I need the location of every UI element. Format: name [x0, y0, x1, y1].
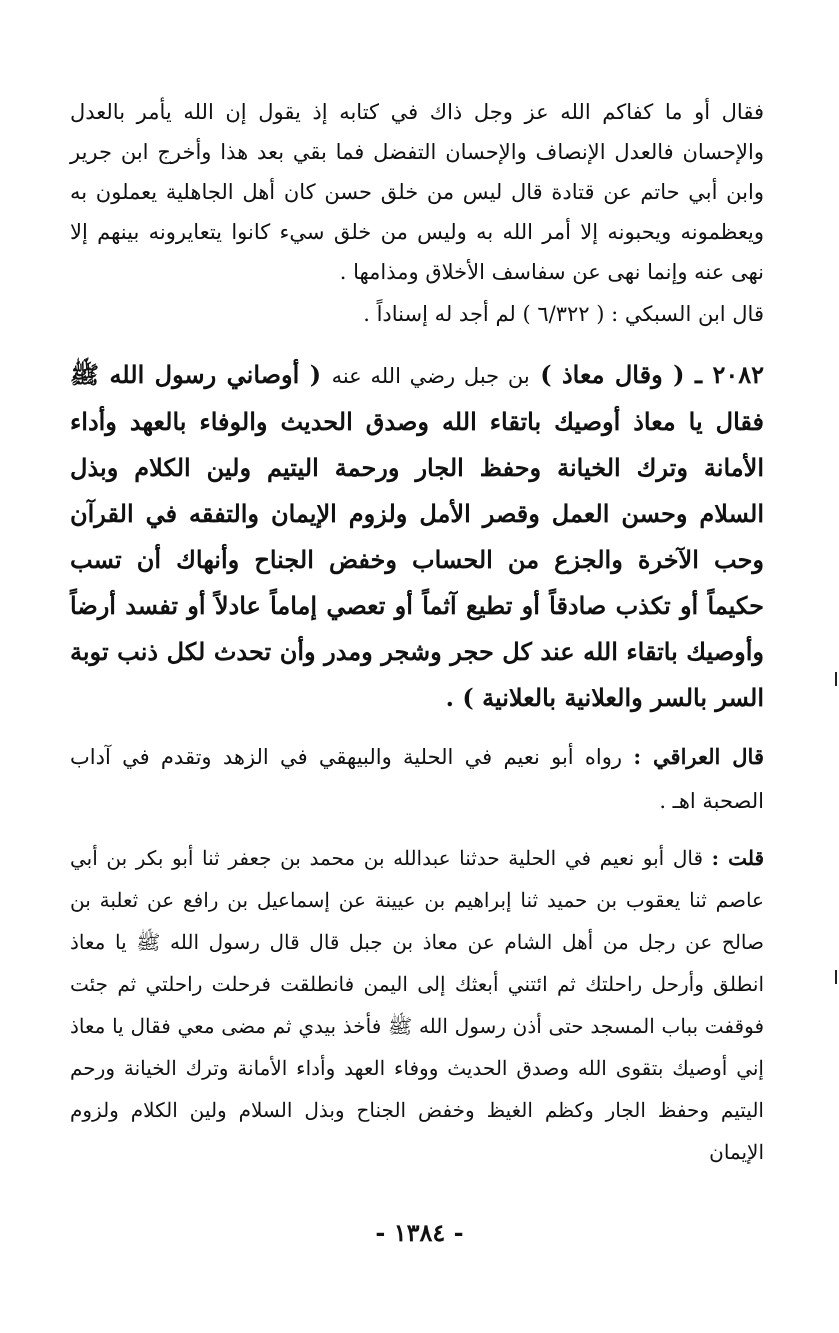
page-body [70, 92, 764, 1173]
iraqi-note [70, 735, 764, 823]
opening-paragraph: فقال أو ما كفاكم الله عز وجل ذاك في كتابه إذ يقول إن الله يأمر بالعدل والإحسان فالعدل الإنصاف والإحسان التفضل فما بقي بعد هذا وأخرج ابن جرير وابن أبي حاتم عن قتادة قال ليس من خلق حسن كان أهل الجاهلية يعملون به ويعظمونه ويحبونه إلا أمر الله به وليس من خلق سيء كانوا يتعايرونه بينهم إلا نهى عنه وإنما نهى عن سفاسف الأخلاق ومذامها . [70, 100, 764, 284]
subki-note: قال ابن السبكي : ( ٦/٣٢٢ ) لم أجد له إسناداً . [363, 302, 764, 326]
qultu-text: قال أبو نعيم في الحلية حدثنا عبدالله بن محمد بن جعفر ثنا أبو بكر بن أبي عاصم ثنا يعقوب بن حميد ثنا إبراهيم بن عيينة عن إسماعيل بن رافع عن ثعلبة بن صالح عن رجل من أهل الشام عن معاذ بن جبل قال قال رسول الله ﷺ يا معاذ انطلق وأرحل راحلتك ثم ائتني أبعثك إلى اليمن فانطلقت فرحلت راحلتي ثم جئت فوقفت بباب المسجد حتى أذن رسول الله ﷺ فأخذ بيدي ثم مضى معي فقال يا معاذ إني أوصيك بتقوى الله وصدق الحديث ووفاء العهد وأداء الأمانة وترك الخيانة ورحم اليتيم وحفظ الجار وكظم الغيظ وخفض الجناح وبذل السلام ولين الكلام ولزوم الإيمان [70, 846, 765, 1164]
hadith-narrator: ( وقال معاذ ) [540, 360, 685, 389]
hadith-2082 [70, 352, 764, 721]
hadith-number: ٢٠٨٢ ـ [694, 360, 764, 389]
qultu-paragraph [70, 837, 764, 1173]
iraqi-label: قال العراقي : [633, 744, 764, 769]
margin-mark [835, 672, 837, 686]
hadith-text: ( أوصاني رسول الله ﷺ فقال يا معاذ أوصيك باتقاء الله وصدق الحديث والوفاء بالعهد وأداء الأمانة وترك الخيانة وحفظ الجار ورحمة اليتيم ولين الكلام وبذل السلام وحسن العمل وقصر الأمل ولزوم الإيمان والتفقه في القرآن وحب الآخرة والجزع من الحساب وخفض الجناح وأنهاك أن تسب حكيماً أو تكذب صادقاً أو تطيع آثماً أو تعصي إماماً عادلاً أو تفسد أرضاً وأوصيك باتقاء الله عند كل حجر وشجر ومدر وأن تحدث لكل ذنب توبة السر بالسر والعلانية بالعلانية ) . [70, 360, 764, 712]
page-number: - ١٣٨٤ - [375, 1218, 464, 1247]
iraqi-text: رواه أبو نعيم في الحلية والبيهقي في الزهد وتقدم في آداب الصحبة اهـ . [70, 745, 764, 813]
qultu-label: قلت : [711, 846, 765, 870]
margin-mark [835, 970, 837, 984]
hadith-narrator-detail: بن جبل رضي الله عنه [331, 364, 530, 388]
